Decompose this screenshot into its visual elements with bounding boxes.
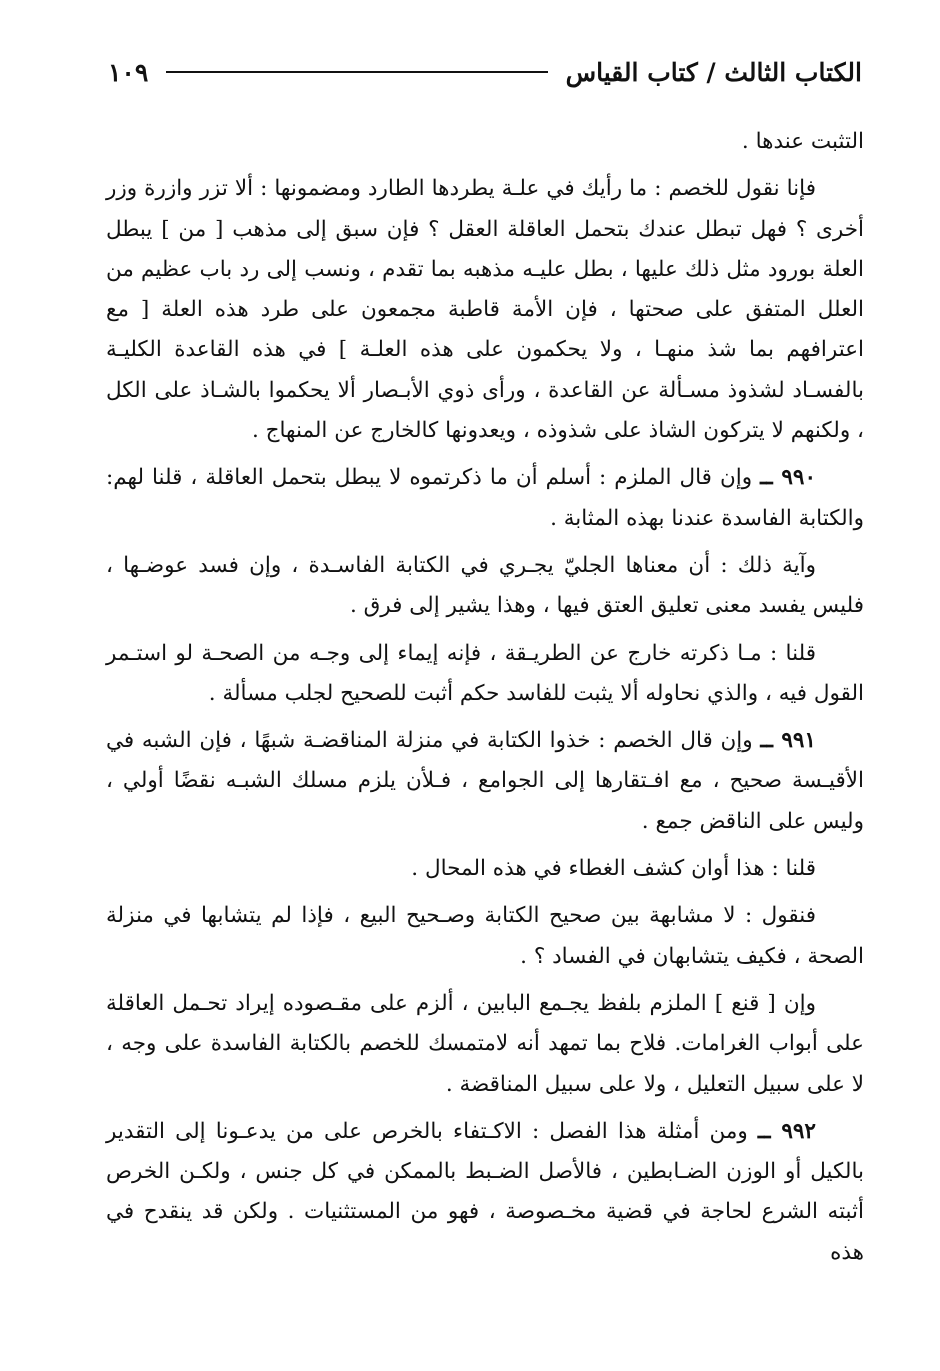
paragraph-text: وإن [ قنع ] الملزم بلفظ يجـمع البابين ، ألزم على مقـصوده إيراد تحـمل العاقلة على أبواب الغرامات. فلاح بما تمهد أنه لامتمسك للخصم بالكتابة الفاسدة على وجه ، لا على سبيل التعليل ، ولا على سبيل المناقضة . xyxy=(106,990,864,1097)
paragraph xyxy=(106,849,864,889)
section-number: ٩٩١ ــ xyxy=(760,728,816,754)
paragraph-text: وإن قال الملزم : أسلم أن ما ذكرتموه لا يبطل بتحمل العاقلة ، قلنا لهم: والكتابة الفاسدة عندنا بهذه المثابة . xyxy=(106,465,864,531)
paragraph-text: فنقول : لا مشابهة بين صحيح الكتابة وصـحيح البيع ، فإذا لم يتشابها في منزلة الصحة ، فكيف يتشابهان في الفساد ؟ . xyxy=(106,903,864,969)
running-header xyxy=(108,52,862,92)
header-rule xyxy=(166,71,547,73)
section-number: ٩٩٠ ــ xyxy=(760,465,817,491)
paragraph xyxy=(106,984,864,1105)
paragraph xyxy=(106,1112,864,1273)
paragraph xyxy=(106,458,864,539)
paragraph-text: قلنا : مـا ذكرته خارج عن الطريـقة ، فإنه إيماء إلى وجـه من الصحـة لو استـمر القول فيه ، والذي نحاوله ألا يثبت للفاسد حكم أثبت للصحيح لجلب مسألة . xyxy=(106,640,864,706)
paragraph-text: وآية ذلك : أن معناها الجليّ يجـري في الكتابة الفاسـدة ، وإن فسد عوضـها ، فليس يفسد معنى تعليق العتق فيها ، وهذا يشير إلى فرق . xyxy=(106,552,864,619)
paragraph-text: التثبت عندها . xyxy=(741,129,864,154)
paragraph xyxy=(106,122,864,162)
paragraph-text: فإنا نقول للخصم : ما رأيك في علـة يطردها الطارد ومضمونها : ألا تزر وازرة وزر أخرى ؟ فهل تبطل عندك بتحمل العاقلة العقل ؟ فإن سبق إلى مذهب [ من ] يبطل العلة بورود مثل ذلك عليها ، بطل عليـه مذهبه بما تقدم ، ونسب إلى رد باب عظيم من العلل المتفق على صحتها ، فإن الأمة قاطبة مجمعون على طرد هذه العلة [ مع اعترافهم بما شذ منهـا ، ولا يحكمون على هذه العلـة ] في هذه القاعدة الكليـة بالفسـاد لشذوذ مسـألة عن القاعدة ، ورأى ذوي الأبـصار ألا يحكموا بالشـاذ على الكل ، ولكنهم لا يتركون الشاذ على شذوذه ، ويعدونها كالخارج عن المنهاج . xyxy=(106,176,864,444)
paragraph-text: وإن قال الخصم : خذوا الكتابة في منزلة المناقضـة شبهًا ، فإن الشبه في الأقيـسة صحيح ، مع افـتقارها إلى الجوامع ، فـلأن يلزم مسلك الشبـه نقضًا أولي ، وليس على الناقض جمع . xyxy=(106,728,864,834)
paragraph xyxy=(106,546,864,627)
paragraph xyxy=(106,634,864,715)
paragraph-text: قلنا : هذا أوان كشف الغطاء في هذه المحال . xyxy=(411,856,816,882)
chapter-title: الكتاب الثالث / كتاب القياس xyxy=(565,57,862,87)
paragraph xyxy=(106,896,864,977)
body-text xyxy=(106,122,864,1273)
paragraph-text: ومن أمثلة هذا الفصل : الاكـتفاء بالخرص على من يدعـونا إلى التقدير بالكيل أو الوزن الضـابطين ، فالأصل الضـبط بالممكن في كل جنس ، ولكـن الخرص أثبته الشرع لحاجة في قضية مخـصوصة ، فهو من المستثنيات . ولكن قد ينقدح في هذه xyxy=(106,1118,864,1265)
paragraph xyxy=(106,169,864,451)
paragraph xyxy=(106,721,864,842)
page-number: ١٠٩ xyxy=(108,57,149,87)
section-number: ٩٩٢ ــ xyxy=(757,1118,816,1144)
